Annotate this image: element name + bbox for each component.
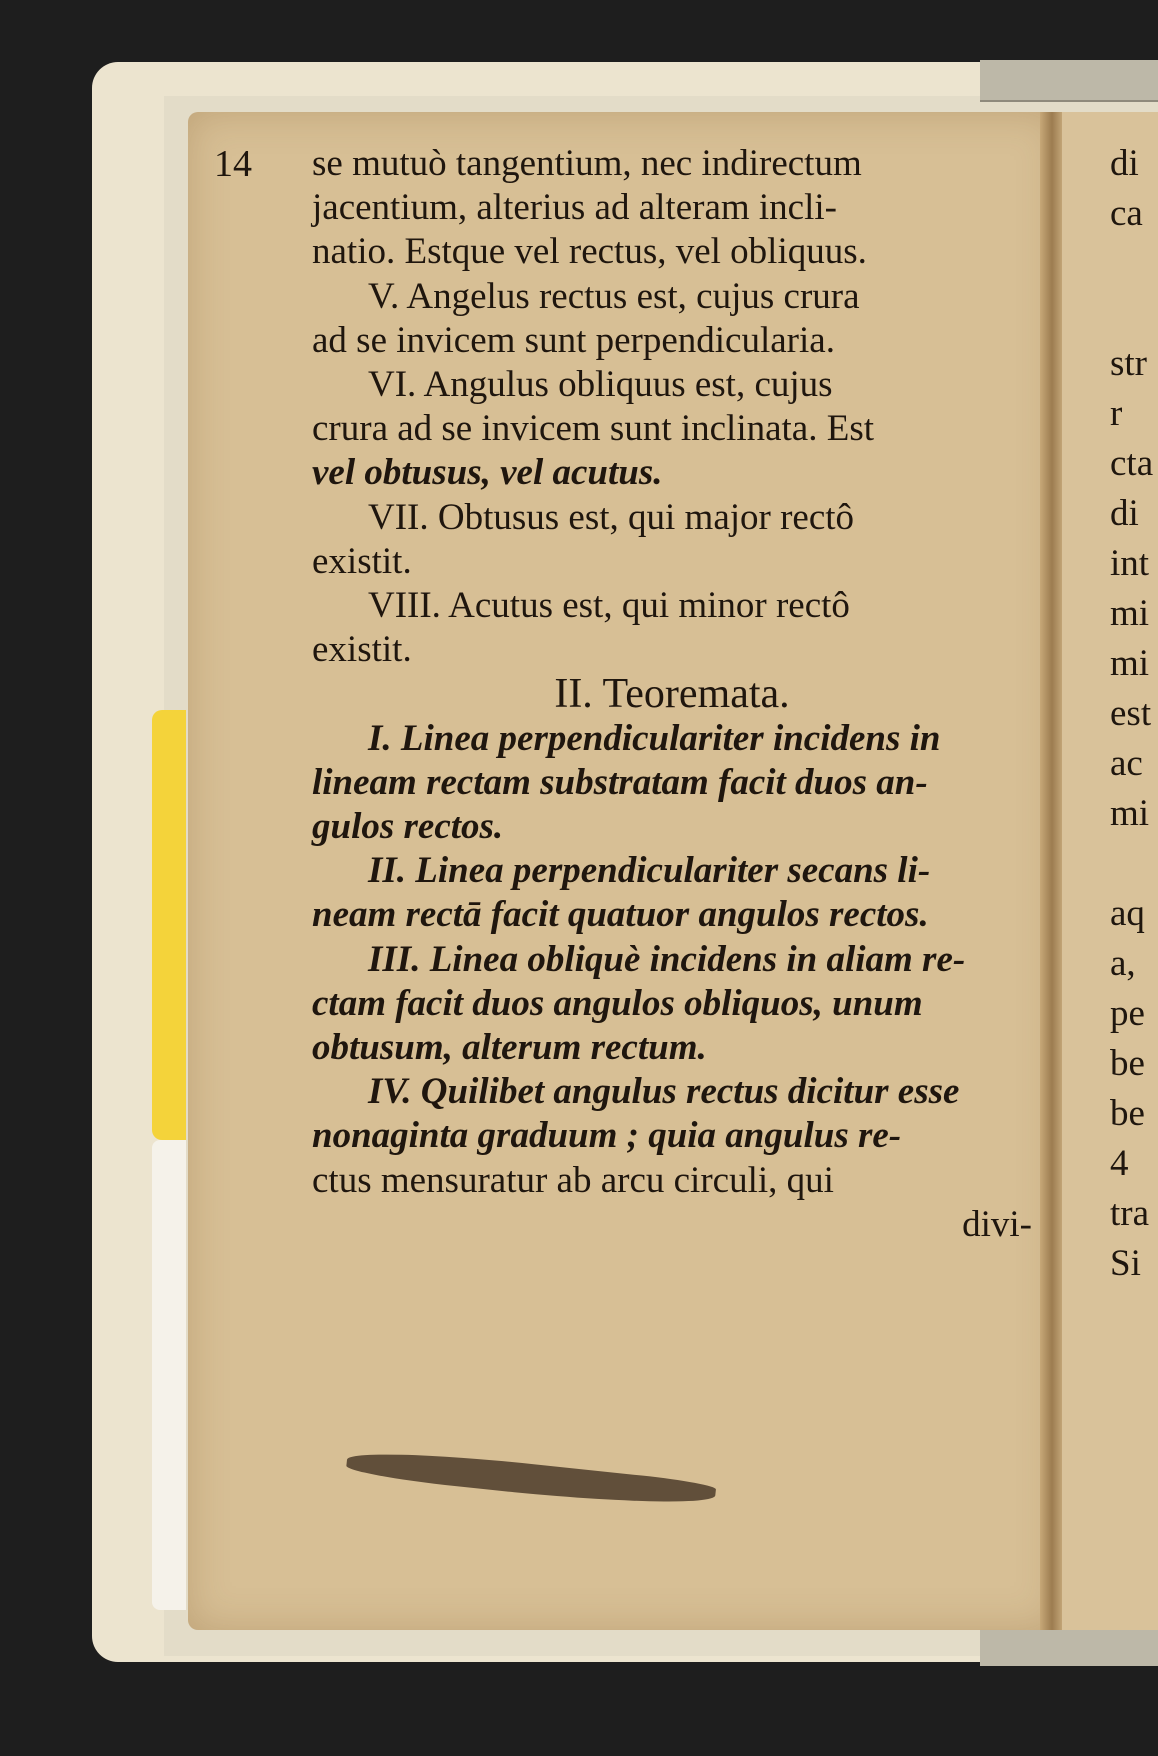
facing-text-fragment: mi (1110, 793, 1150, 834)
white-bookmark-tab (152, 1140, 186, 1610)
facing-text-fragment: be (1110, 1043, 1145, 1084)
facing-text-fragment (1110, 842, 1158, 892)
facing-text-fragment: est (1110, 693, 1152, 734)
text-line: VIII. Acutus est, qui minor rectô (368, 585, 850, 627)
cradle-strap-top (980, 60, 1158, 102)
facing-text-fragment: int (1110, 543, 1150, 584)
text-line: vel obtusus, vel acutus. (312, 452, 663, 494)
facing-text-fragment: mi (1110, 593, 1150, 634)
facing-text-fragment: aq (1110, 893, 1145, 934)
text-line: ctus mensuratur ab arcu circuli, qui (312, 1159, 834, 1201)
text-line: divi- (962, 1203, 1032, 1245)
facing-text-fragment: r (1110, 393, 1123, 434)
book-gutter (1040, 112, 1064, 1630)
text-line: jacentium, alterius ad alteram incli- (312, 187, 837, 229)
facing-text-fragment (1110, 292, 1158, 342)
text-line: neam rectā facit quatuor angulos rectos. (312, 894, 929, 936)
facing-text-fragment: Si (1110, 1243, 1141, 1284)
text-line: ad se invicem sunt perpendicularia. (312, 319, 835, 361)
text-line: existit. (312, 629, 412, 671)
text-line: I. Linea perpendiculariter incidens in (368, 717, 941, 759)
text-line: III. Linea obliquè incidens in aliam re- (368, 938, 966, 980)
facing-text-fragment: cta (1110, 443, 1154, 484)
text-line: natio. Estque vel rectus, vel obliquus. (312, 231, 867, 273)
text-line: crura ad se invicem sunt inclinata. Est (312, 408, 875, 450)
facing-text-fragment: tra (1110, 1193, 1150, 1234)
text-line: II. Teoremata. (554, 671, 790, 718)
facing-text-fragment: mi (1110, 643, 1150, 684)
facing-text-fragment: di (1110, 493, 1139, 534)
text-line: existit. (312, 540, 412, 582)
facing-text-fragment: be (1110, 1093, 1145, 1134)
page-text (312, 142, 1032, 1247)
facing-text-fragment: ac (1110, 743, 1143, 784)
facing-text-fragment: 4 (1110, 1143, 1129, 1184)
page-number: 14 (214, 143, 252, 185)
facing-text-fragment: str (1110, 343, 1147, 384)
text-line: IV. Quilibet angulus rectus dicitur esse (368, 1071, 960, 1113)
facing-text-fragment: di (1110, 143, 1139, 184)
text-line: se mutuò tangentium, nec indirectum (312, 143, 862, 184)
text-line: nonaginta graduum ; quia angulus re- (312, 1115, 902, 1157)
facing-text-fragment (1110, 242, 1158, 292)
text-line: V. Angelus rectus est, cujus crura (368, 275, 860, 317)
text-line: ctam facit duos angulos obliquos, unum (312, 982, 923, 1024)
facing-page-text (1110, 142, 1158, 1292)
text-line: lineam rectam substratam facit duos an- (312, 761, 928, 803)
text-line: VII. Obtusus est, qui major rectô (368, 496, 855, 538)
text-line: obtusum, alterum rectum. (312, 1027, 707, 1069)
text-line: gulos rectos. (312, 806, 504, 848)
facing-text-fragment: a, (1110, 943, 1136, 984)
text-line: II. Linea perpendiculariter secans li- (368, 850, 931, 892)
facing-text-fragment: pe (1110, 993, 1145, 1034)
facing-text-fragment: ca (1110, 193, 1143, 234)
yellow-bookmark-tab (152, 710, 186, 1140)
text-line: VI. Angulus obliquus est, cujus (368, 364, 833, 406)
